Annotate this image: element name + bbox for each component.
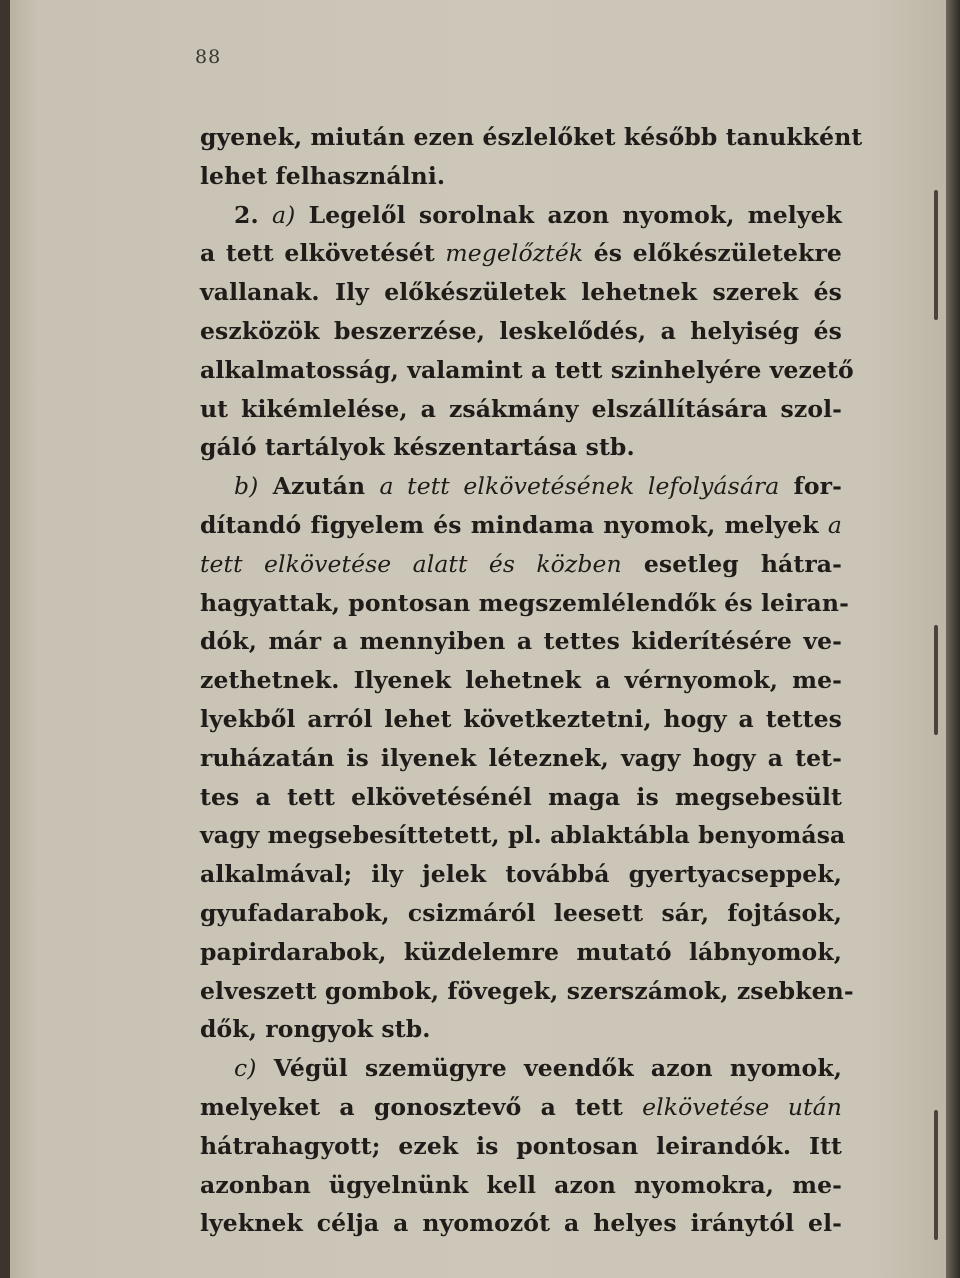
text-segment: melyeket a gonosztevő a tett [200, 1092, 643, 1121]
text-segment: esetleg hátra- [621, 549, 842, 578]
text-segment: lyekből arról lehet következtetni, hogy a tettes [200, 704, 842, 733]
text-segment: dítandó figyelem és mindama nyomok, melyek [200, 510, 828, 539]
text-segment: dők, rongyok stb. [200, 1015, 431, 1044]
page-edge-left [0, 0, 10, 1278]
body-text [200, 118, 863, 1243]
page-edge-right [946, 0, 960, 1278]
text-line [200, 739, 842, 778]
text-segment: zethetnek. Ilyenek lehetnek a vérnyomok, me- [200, 666, 842, 695]
text-line [200, 972, 854, 1011]
text-segment: tes a tett elkövetésénél maga is megsebesült [200, 782, 842, 811]
text-segment: papirdarabok, küzdelemre mutató lábnyomok, [200, 937, 842, 966]
text-segment: alkalmatosság, valamint a tett szinhelyére vezető [200, 355, 854, 384]
italic-segment: tett elkövetése alatt és közben [200, 549, 622, 578]
text-line [200, 584, 849, 623]
text-segment: Azután [258, 472, 380, 501]
text-line [200, 855, 842, 894]
text-line [200, 545, 842, 584]
text-line [200, 506, 842, 545]
text-segment: vagy megsebesíttetett, pl. ablaktábla benyomása [200, 821, 846, 850]
text-line [200, 428, 842, 467]
text-segment: a tett elkövetését [200, 239, 446, 268]
italic-segment: b) [234, 472, 259, 501]
text-line [200, 118, 863, 157]
text-line [200, 157, 842, 196]
italic-segment: a tett elkövetésének lefolyására [379, 472, 780, 501]
text-segment: ruházatán is ilyenek léteznek, vagy hogy a tet- [200, 743, 842, 772]
text-line [200, 816, 846, 855]
italic-segment: elkövetése után [642, 1092, 842, 1121]
text-line [200, 351, 854, 390]
text-line [200, 196, 842, 235]
text-line [200, 894, 842, 933]
italic-segment: c) [234, 1054, 257, 1083]
text-segment: lyeknek célja a nyomozót a helyes iránytól el- [200, 1209, 842, 1238]
text-line [200, 467, 842, 506]
text-line [200, 390, 842, 429]
text-line [200, 1127, 842, 1166]
text-segment: ut kikémlelése, a zsákmány elszállítására szol- [200, 394, 842, 423]
text-segment: for- [779, 472, 842, 501]
binding-shadow-bottom [934, 1110, 938, 1240]
text-segment: hagyattak, pontosan megszemlélendők és leiran- [200, 588, 849, 617]
italic-segment: a [827, 510, 842, 539]
text-segment: és előkészületekre [583, 239, 842, 268]
text-segment: gyenek, miután ezen észlelőket később tanukként [200, 123, 863, 151]
italic-segment: a) [271, 200, 296, 229]
text-segment: gáló tartályok készentartása stb. [200, 433, 635, 462]
text-segment: eszközök beszerzése, leskelődés, a helyiség és [200, 316, 842, 345]
text-line [200, 312, 842, 351]
text-line [200, 273, 842, 312]
text-segment: alkalmával; ily jelek továbbá gyertyacseppek, [200, 860, 842, 889]
text-line [200, 778, 842, 817]
text-line [200, 700, 842, 739]
text-segment: elveszett gombok, fövegek, szerszámok, zsebken- [200, 976, 854, 1005]
text-segment: Legelől sorolnak azon nyomok, melyek [295, 200, 843, 229]
text-line [200, 1088, 842, 1127]
text-line [200, 1010, 842, 1049]
text-segment: dók, már a mennyiben a tettes kiderítésére ve- [200, 627, 842, 656]
page-number: 88 [195, 46, 222, 68]
text-segment: azonban ügyelnünk kell azon nyomokra, me- [200, 1170, 842, 1199]
binding-shadow-top [934, 190, 938, 320]
text-line [200, 933, 842, 972]
text-line [200, 1166, 842, 1205]
text-line [200, 1204, 842, 1243]
text-line [200, 661, 842, 700]
text-segment: Végül szemügyre veendők azon nyomok, [256, 1054, 842, 1083]
text-segment: gyufadarabok, csizmáról leesett sár, fojtások, [200, 898, 842, 927]
text-line [200, 622, 842, 661]
text-line [200, 1049, 842, 1088]
binding-shadow-middle [934, 625, 938, 735]
text-segment: hátrahagyott; ezek is pontosan leirandók. Itt [200, 1131, 842, 1160]
text-line [200, 234, 842, 273]
italic-segment: megelőzték [445, 239, 584, 268]
text-segment: vallanak. Ily előkészületek lehetnek szerek és [200, 278, 842, 307]
text-segment: lehet felhasználni. [200, 161, 446, 190]
text-segment: 2. [234, 200, 272, 229]
book-page [10, 0, 946, 1278]
